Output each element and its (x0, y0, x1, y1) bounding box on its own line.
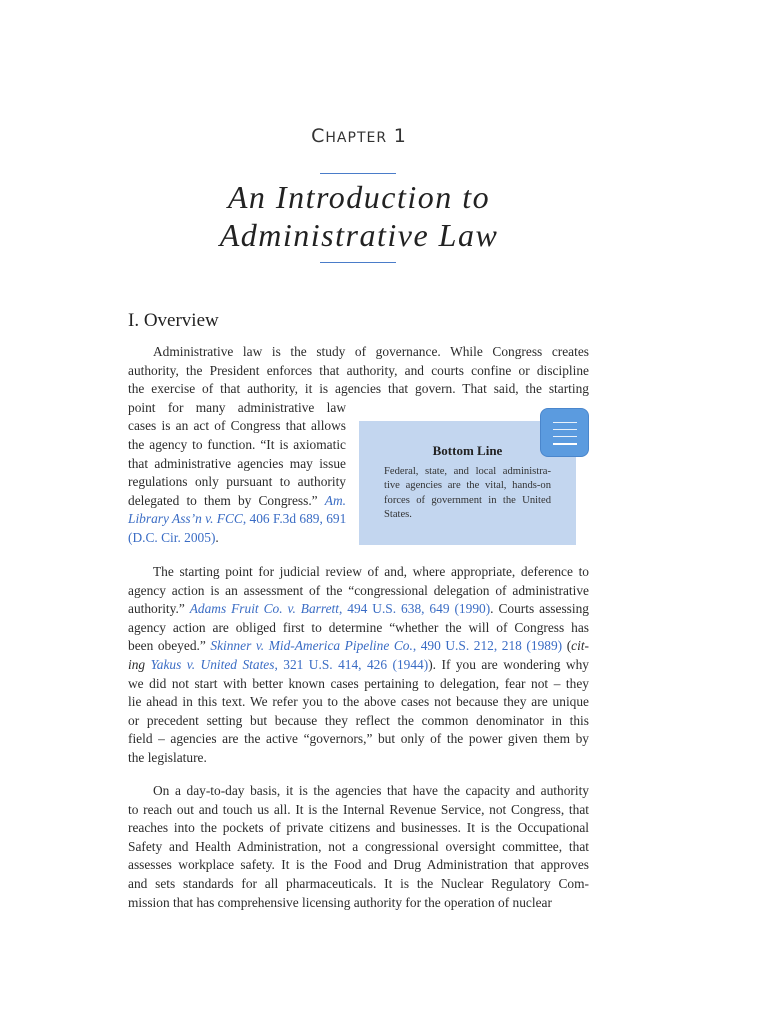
text-line (128, 637, 589, 656)
text-line (128, 749, 589, 768)
text-line (128, 563, 589, 582)
case-citation[interactable]: Adams Fruit Co. v. Barrett (189, 601, 339, 617)
text-line (128, 875, 589, 894)
text-run: assesses workplace safety. It is the Food and Drug Administration that approves (128, 857, 589, 873)
sidebar-line: States. (384, 509, 412, 521)
text-line (128, 473, 346, 492)
text-run: point for many administrative law (128, 399, 346, 415)
text-run: the exercise of that authority, it is agencies that govern. That said, the starting (128, 381, 589, 397)
text-line (128, 600, 589, 619)
section-heading: I. Overview (128, 310, 219, 331)
text-line (128, 675, 589, 694)
text-line (128, 362, 589, 381)
text-line (128, 343, 589, 362)
text-run: cases is an act of Congress that allows (128, 418, 346, 434)
chapter-number: 1 (393, 125, 407, 147)
text-run: Administrative law is the study of governance. While Congress creates (153, 344, 589, 359)
chapter-label (0, 125, 718, 147)
title-rule-bottom (320, 262, 396, 263)
text-run: agency action are obliged first to determine “whether the will of Congress has (128, 619, 589, 635)
chapter-title-line-1: An Introduction to (227, 179, 491, 215)
case-citation[interactable]: Library Ass’n v. FCC (128, 511, 243, 527)
text-line (128, 856, 589, 875)
text-run: . Courts assessing (490, 601, 589, 617)
case-citation[interactable]: (D.C. Cir. 2005) (128, 529, 216, 545)
text-line (128, 380, 589, 399)
text-run: authority.” (128, 601, 190, 617)
text-run: the legislature. (128, 749, 207, 765)
text-line (128, 656, 589, 675)
case-citation[interactable]: , 490 U.S. 212, 218 (1989) (412, 638, 563, 654)
text-line (128, 693, 589, 712)
text-line (128, 712, 589, 731)
text-line (128, 782, 589, 801)
text-run: mission that has comprehensive licensing authority for the operation of nuclear (128, 894, 552, 910)
sidebar-body (384, 465, 551, 523)
text-run: ing (128, 656, 151, 672)
text-run: the agency to function. “It is axiomatic (128, 436, 346, 452)
paragraph-3 (128, 782, 589, 912)
text-run: been obeyed.” (128, 638, 211, 654)
sidebar-line: forces of government in the United (384, 494, 551, 506)
text-line (128, 436, 346, 455)
text-run: authority, the President enforces that authority, and courts confine or discipline (128, 362, 589, 378)
case-citation[interactable]: , 494 U.S. 638, 649 (1990) (338, 601, 491, 617)
case-citation[interactable]: , 406 F.3d 689, 691 (242, 511, 347, 527)
chapter-title-line-2: Administrative Law (219, 217, 499, 253)
text-line (128, 399, 346, 418)
text-run: regulations only pursuant to authority (128, 474, 346, 490)
text-run: ( (562, 638, 572, 654)
text-run: lie ahead in this text. We refer you to the above cases not because they are unique (128, 694, 589, 710)
text-line (128, 730, 589, 749)
text-run: field – agencies are the active “governors,” but only of the power given them by (128, 731, 589, 747)
text-run: that administrative agencies may issue (128, 455, 346, 471)
case-citation[interactable]: , 321 U.S. 414, 426 (1944) (274, 656, 429, 672)
chapter-label-rest: HAPTER (325, 130, 388, 146)
text-line (128, 492, 346, 511)
text-line (128, 894, 589, 913)
text-run: delegated to them by Congress.” (128, 492, 325, 508)
text-run: or precedent setting but because they reflect the common denominator in this (128, 712, 589, 728)
sidebar-line: Federal, state, and local administra- (384, 466, 551, 477)
title-rule-top (320, 173, 396, 174)
text-run: The starting point for judicial review of and, where appropriate, deference to (153, 564, 589, 579)
text-run: and sets standards for all pharmaceuticals. It is the Nuclear Regulatory Com- (128, 875, 589, 891)
text-run: we did not start with better known cases pertaining to delegation, fear not – they (128, 675, 589, 691)
paragraph-2 (128, 563, 589, 768)
text-run: reaches into the pockets of private citizens and businesses. It is the Occupational (128, 820, 589, 836)
case-citation[interactable]: Skinner v. Mid-America Pipeline Co. (210, 638, 413, 654)
text-run: to reach out and touch us all. It is the Internal Revenue Service, not Congress, that (128, 801, 589, 817)
text-run: agency action is an assessment of the “congressional delegation of administrative (128, 582, 589, 598)
text-run: On a day-to-day basis, it is the agencies that have the capacity and authority (153, 783, 589, 798)
text-line (128, 819, 589, 838)
text-run: ). If you are wondering why (428, 656, 589, 672)
chapter-label-initial: C (311, 125, 326, 147)
text-line (128, 417, 346, 436)
sidebar-line: tive agencies are the vital, hands-on (384, 480, 551, 492)
text-line (128, 801, 589, 820)
case-citation[interactable]: Yakus v. United States (150, 656, 275, 672)
text-run: cit- (571, 638, 589, 654)
text-line (128, 455, 346, 474)
note-lines-icon (541, 409, 588, 456)
case-citation[interactable]: Am. (324, 492, 346, 508)
text-run: Safety and Health Administration, not a congressional oversight committee, that (128, 838, 589, 854)
text-line (128, 510, 346, 529)
text-line (128, 619, 589, 638)
text-line (128, 838, 589, 857)
text-run: . (215, 529, 219, 545)
sidebar-title: Bottom Line (432, 443, 503, 458)
chapter-title (0, 178, 718, 254)
text-line (128, 582, 589, 601)
